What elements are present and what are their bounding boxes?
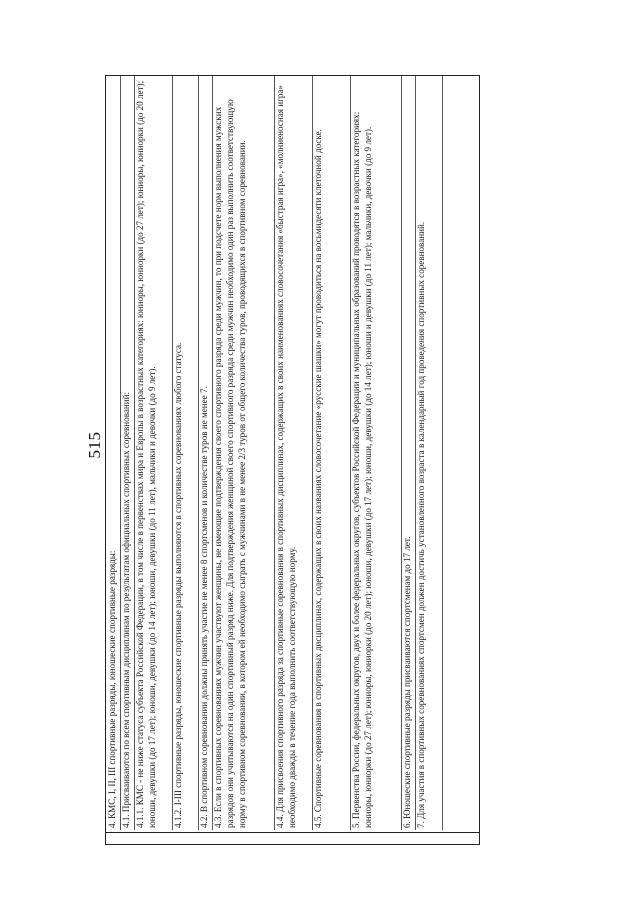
paragraph-text: 4.1.2. I-III спортивные разряды, юношеские спортивные разряды выполняются в спортивных соревнованиях любого статуса. <box>173 342 183 828</box>
paragraph-text: 5. Первенства России, федеральных округов, двух и более федеральных округов, субъектов Российской Федерации и муниципальных образований проводятся в возрастных категориях: юниоры, юниорки (до 27 лет); юниоры, юниорки (до 20 лет); юноши, девушки (до 17 лет); юноши, девушки (до 14 лет); юноши и девушки (до 11 лет); мальчики, девочки (до 9 лет). <box>351 111 373 828</box>
paragraph-text: 4.1.1. КМС - не ниже статуса субъекта Российской Федерации, в том числе в первенствах мира и Европы в возрастных категориях: юниоры, юниорки (до 27 лет); юниоры, юниорки (до 20 лет); юноши, девушки (до 17 лет); юноши, девушки (до 14 лет); юноши, девушки (до 11 лет), мальчики и девочки (до 9 лет). <box>135 80 157 828</box>
paragraph-4-3 <box>213 76 249 830</box>
paragraph-text: 4.1. Присваиваются по всем спортивным дисциплинам по результатам официальных спортивных соревнований: <box>121 391 131 828</box>
paragraph-4-1-2 <box>173 76 185 830</box>
paragraph-4-1 <box>121 76 133 830</box>
paragraph-4-5 <box>313 76 325 830</box>
paragraph-4-4 <box>275 76 299 830</box>
paragraph-4-1-1 <box>135 76 159 830</box>
paragraph-text: 4.5. Спортивные соревнования в спортивных дисциплинах, содержащих в своих названиях словосочетание «русские шашки» могут проводиться на восьмидесяти клеточной доске. <box>313 129 323 828</box>
paragraph-text: 4.4. Для присвоения спортивного разряда за спортивные соревнования в спортивных дисциплинах, содержащих в своих наименованиях словосочетания «быстрая игра», «молниеносная игра» необходимо дважды в течение года выполнить соответствующую норму. <box>275 85 297 828</box>
table-left-column <box>106 832 479 844</box>
paragraph-5 <box>351 76 375 830</box>
rules-table <box>105 75 480 845</box>
paragraph-4 <box>107 76 119 830</box>
paragraph-4-2 <box>199 76 211 830</box>
row-divider <box>442 76 443 830</box>
paragraph-text: 4.3. Если в спортивных соревнованиях мужчин участвуют женщины, не имеющие подтверждения своего спортивного разряда среди мужчин, то при подсчете норм выполнения мужских разрядов они учитываются на один спортивный разряд ниже. Для подтверждения женщиной своего спортивного разряда среди мужчин необходимо один раз выполнить соответствующую норму в спортивном соревновании, в котором ей необходимо сыграть с мужчинами в не менее 2/3 туров от общего количества туров, проводящихся в спортивном соревновании. <box>213 99 247 828</box>
paragraph-text: 6. Юношеские спортивные разряды присваиваются спортсменам до 17 лет. <box>402 536 412 828</box>
page-number: 515 <box>85 431 104 459</box>
rotated-page-content <box>85 75 480 845</box>
paragraph-text: 4.2. В спортивном соревновании должны принять участие не менее 8 спортсменов и количестве туров не менее 7. <box>199 386 209 828</box>
paragraph-6 <box>402 76 414 830</box>
table-text-column <box>106 76 479 830</box>
paragraph-7 <box>416 76 428 830</box>
paragraph-text: 4. КМС, I, II, III спортивные разряды, юношеские спортивные разряды: <box>107 550 117 828</box>
paragraph-text: 7. Для участия в спортивных соревнованиях спортсмен должен достичь установленного возраста в календарный год проведения спортивных соревнований. <box>416 221 426 828</box>
